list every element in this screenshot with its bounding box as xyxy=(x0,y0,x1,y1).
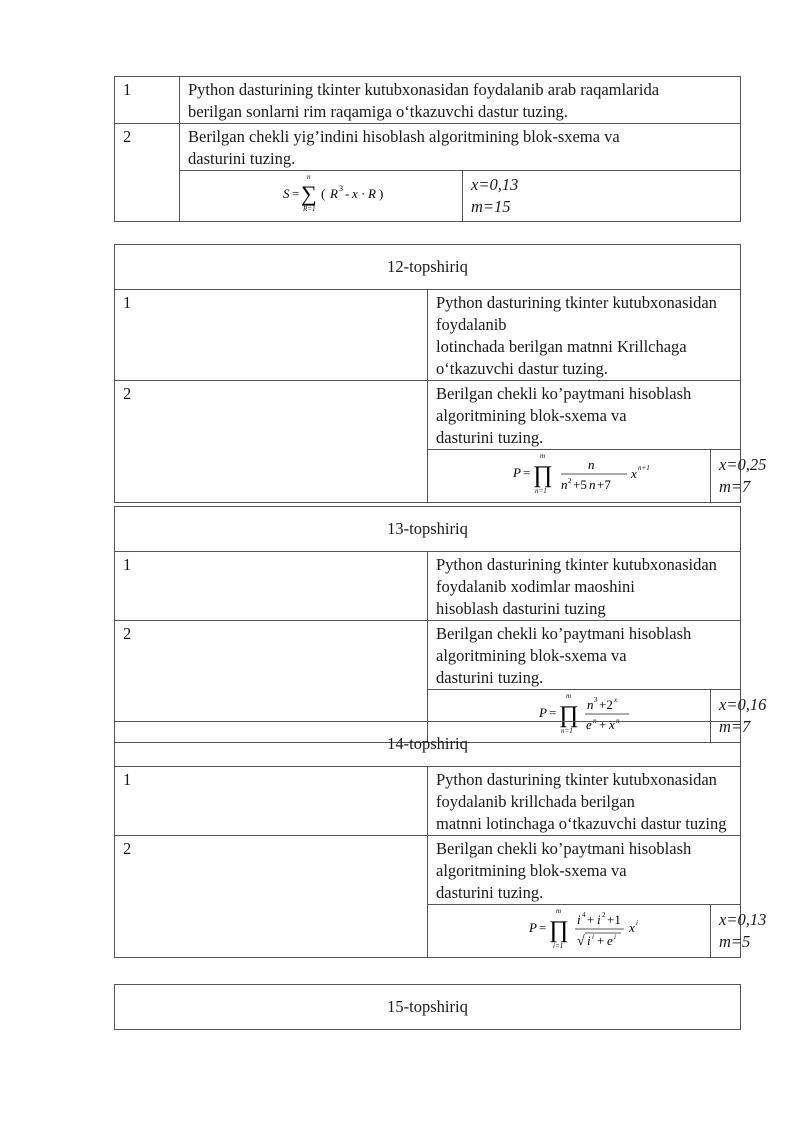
task-text-line: dasturini tuzing. xyxy=(188,149,296,168)
svg-text:n=1: n=1 xyxy=(561,727,573,735)
task-number: 1 xyxy=(115,552,428,621)
param-m: m=7 xyxy=(719,717,751,736)
task-text xyxy=(428,552,741,621)
task-table-11 xyxy=(114,76,741,222)
param-m: m=15 xyxy=(471,197,511,216)
task-text-line: Berilgan chekli ko’paytmani hisoblash algoritmining blok-sxema va xyxy=(436,384,692,425)
svg-text:+: + xyxy=(587,912,595,927)
params-cell xyxy=(711,905,767,957)
svg-text:+7: +7 xyxy=(597,477,611,492)
param-m: m=7 xyxy=(719,477,751,496)
svg-text:R: R xyxy=(330,186,338,201)
task-table-15 xyxy=(114,984,741,1030)
task-row-1 xyxy=(115,290,741,381)
svg-text:i: i xyxy=(636,919,638,927)
product-formula xyxy=(469,905,669,951)
svg-text:m: m xyxy=(540,452,546,460)
svg-text:-: - xyxy=(345,186,350,201)
task-row-2 xyxy=(115,836,741,905)
task-number: 1 xyxy=(115,767,428,836)
task-table-13 xyxy=(114,506,767,743)
task-text-line: Berilgan chekli yig’indini hisoblash algoritmining blok-sxema va xyxy=(188,127,620,146)
task-title: 15-topshiriq xyxy=(115,985,741,1030)
svg-text:x: x xyxy=(629,920,635,935)
task-text-line: dasturini tuzing. xyxy=(436,428,544,447)
task-text xyxy=(428,836,741,905)
svg-text:·: · xyxy=(361,186,366,201)
svg-text:2: 2 xyxy=(602,911,606,919)
task-text-line: berilgan sonlarni rim raqamiga o‘tkazuvchi dastur tuzing. xyxy=(188,102,568,121)
svg-text:n: n xyxy=(307,173,311,181)
svg-text:i: i xyxy=(592,933,594,941)
svg-text:=: = xyxy=(292,186,300,201)
task-row-2 xyxy=(115,621,741,690)
svg-text:x: x xyxy=(631,466,637,481)
svg-text:n+1: n+1 xyxy=(638,464,650,472)
param-m: m=5 xyxy=(719,932,751,951)
svg-text:m: m xyxy=(566,692,572,700)
svg-text:(: ( xyxy=(321,186,326,201)
task-title: 13-topshiriq xyxy=(115,507,741,552)
task-number: 2 xyxy=(115,381,428,503)
svg-text:n: n xyxy=(589,477,596,492)
task-row-1 xyxy=(115,552,741,621)
task-text-line: hisoblash dasturini tuzing xyxy=(436,599,606,618)
product-formula xyxy=(469,450,669,496)
formula-row xyxy=(115,171,741,222)
param-x: x=0,25 xyxy=(719,455,767,474)
svg-text:x: x xyxy=(352,186,358,201)
formula-cell xyxy=(428,905,711,957)
formula-cell xyxy=(180,171,463,221)
task-text-line: Berilgan chekli ko’paytmani hisoblash algoritmining blok-sxema va xyxy=(436,624,692,665)
svg-text:i: i xyxy=(577,912,581,927)
svg-text:+1: +1 xyxy=(607,912,621,927)
task-text xyxy=(428,767,741,836)
params-cell xyxy=(711,450,767,502)
svg-text:i: i xyxy=(597,912,601,927)
svg-text:i=1: i=1 xyxy=(553,942,564,950)
task-text-line: dasturini tuzing. xyxy=(436,668,544,687)
svg-text:=: = xyxy=(523,465,531,480)
task-text-line: matnni lotinchaga o‘tkazuvchi dastur tuzing xyxy=(436,814,727,833)
svg-text:∏: ∏ xyxy=(559,702,579,728)
task-row-1 xyxy=(115,767,741,836)
svg-text:n=1: n=1 xyxy=(535,487,547,495)
params-cell xyxy=(463,171,741,221)
task-text xyxy=(428,621,741,690)
svg-text:i: i xyxy=(614,933,616,941)
svg-text:n: n xyxy=(588,457,595,472)
task-text xyxy=(428,381,741,450)
svg-text:m: m xyxy=(556,907,562,915)
task-text-line: Python dasturining tkinter kutubxonasidan foydalanib xodimlar maoshini xyxy=(436,555,717,596)
task-number: 1 xyxy=(115,77,180,124)
svg-text:+: + xyxy=(597,933,605,948)
svg-text:e: e xyxy=(607,933,613,948)
formula-cell xyxy=(428,450,711,502)
svg-text:=: = xyxy=(549,705,557,720)
svg-text:=: = xyxy=(539,920,547,935)
svg-text:n: n xyxy=(587,697,594,712)
svg-text:R=1: R=1 xyxy=(303,205,316,213)
task-text xyxy=(180,124,741,171)
svg-text:√: √ xyxy=(577,934,585,949)
task-text-line: lotinchada berilgan matnni Krillchaga o‘tkazuvchi dastur tuzing. xyxy=(436,337,687,378)
task-title: 14-topshiriq xyxy=(115,722,741,767)
sum-formula xyxy=(221,171,421,215)
svg-text:+2: +2 xyxy=(599,697,613,712)
svg-text:i: i xyxy=(587,933,591,948)
svg-text:∑: ∑ xyxy=(301,181,317,206)
task-text-line: Berilgan chekli ko’paytmani hisoblash algoritmining blok-sxema va xyxy=(436,839,692,880)
task-text-line: dasturini tuzing. xyxy=(436,883,544,902)
svg-text:+5: +5 xyxy=(573,477,587,492)
param-x: x=0,16 xyxy=(719,695,767,714)
task-text xyxy=(428,290,741,381)
task-number: 1 xyxy=(115,290,428,381)
task-number: 2 xyxy=(115,836,428,958)
svg-text:P: P xyxy=(513,465,521,480)
svg-text:): ) xyxy=(379,186,384,201)
svg-text:+: + xyxy=(599,717,607,732)
svg-text:R: R xyxy=(368,186,376,201)
svg-text:n: n xyxy=(593,717,597,725)
svg-text:e: e xyxy=(586,717,592,732)
svg-text:x: x xyxy=(614,696,618,704)
svg-text:S: S xyxy=(283,186,290,201)
task-number: 2 xyxy=(115,124,180,222)
svg-text:P: P xyxy=(529,920,537,935)
task-number: 2 xyxy=(115,621,428,743)
svg-text:n: n xyxy=(616,717,620,725)
task-title: 12-topshiriq xyxy=(115,245,741,290)
task-row-2 xyxy=(115,381,741,450)
task-row-2 xyxy=(115,124,741,171)
svg-text:∏: ∏ xyxy=(549,917,569,943)
task-text-line: Python dasturining tkinter kutubxonasidan foydalanib krillchada berilgan xyxy=(436,770,717,811)
task-table-14 xyxy=(114,721,767,958)
task-text xyxy=(180,77,741,124)
svg-text:3: 3 xyxy=(339,184,343,193)
task-row-1 xyxy=(115,77,741,124)
task-text-line: Python dasturining tkinter kutubxonasidan foydalanib arab raqamlarida xyxy=(188,80,660,99)
svg-text:∏: ∏ xyxy=(533,462,553,488)
svg-text:x: x xyxy=(609,717,615,732)
param-x: x=0,13 xyxy=(471,175,519,194)
task-text-line: Python dasturining tkinter kutubxonasidan foydalanib xyxy=(436,293,717,334)
svg-text:3: 3 xyxy=(594,696,598,704)
param-x: x=0,13 xyxy=(719,910,767,929)
svg-text:P: P xyxy=(539,705,547,720)
svg-text:n: n xyxy=(561,477,568,492)
svg-text:2: 2 xyxy=(568,477,572,485)
svg-text:4: 4 xyxy=(582,911,586,919)
task-table-12 xyxy=(114,244,767,503)
